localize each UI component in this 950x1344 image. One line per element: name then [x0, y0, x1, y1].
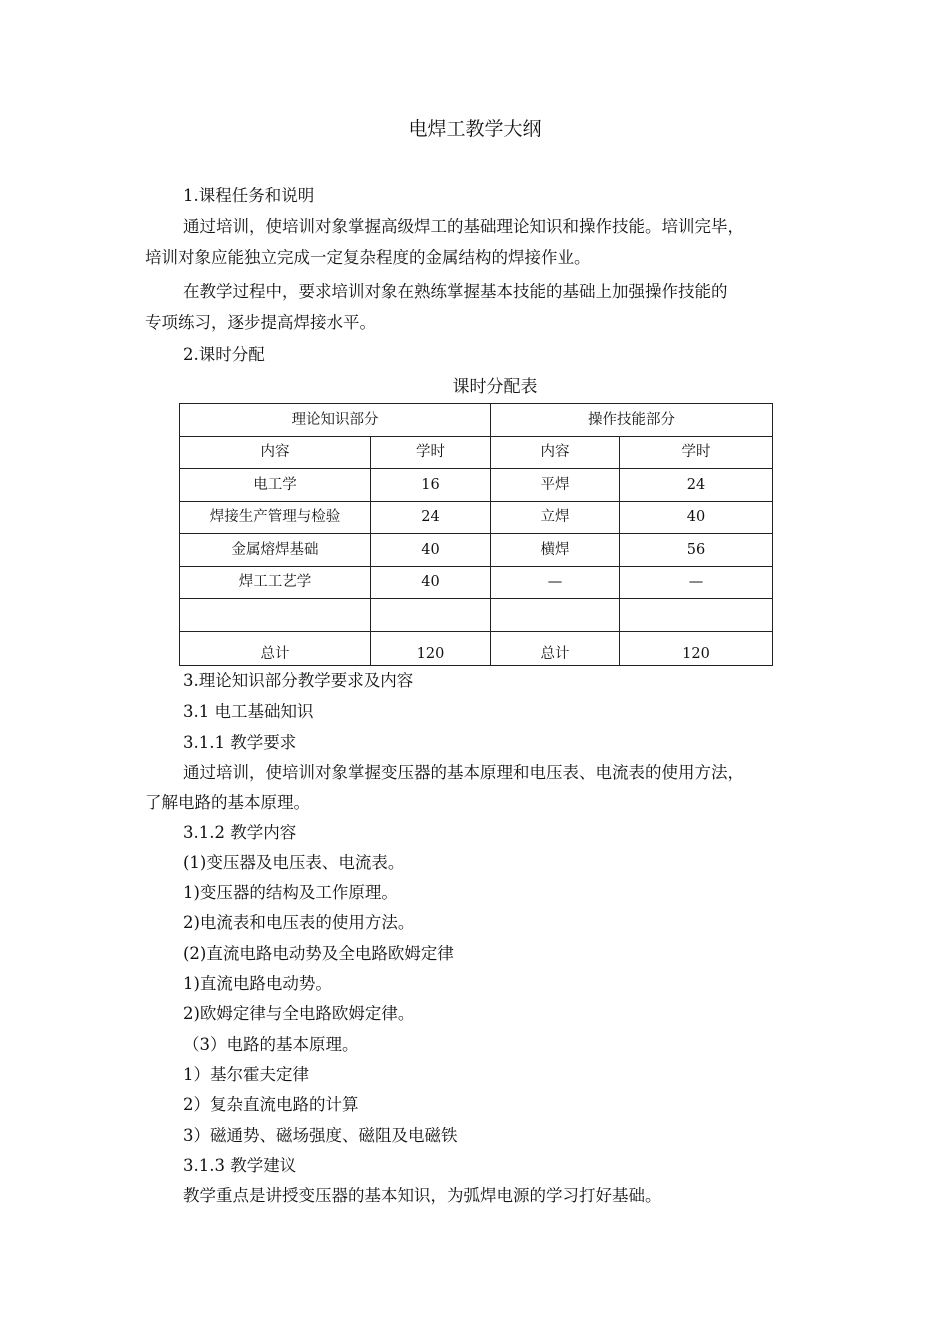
paragraph-line: 专项练习，逐步提高焊接水平。 — [145, 313, 376, 332]
table-cell: 平焊 — [491, 469, 620, 502]
paragraph-line: 培训对象应能独立完成一定复杂程度的金属结构的焊接作业。 — [145, 248, 591, 267]
list-item: 1)直流电路电动势。 — [183, 974, 332, 993]
list-item: (1)变压器及电压表、电流表。 — [183, 853, 405, 872]
table-cell: — — [620, 566, 773, 599]
section-heading: 3.1.2 教学内容 — [183, 823, 297, 842]
hours-table — [179, 403, 773, 666]
table-cell: 24 — [620, 469, 773, 502]
section-heading: 3.理论知识部分教学要求及内容 — [183, 671, 414, 690]
section-heading: 3.1 电工基础知识 — [183, 702, 314, 721]
list-item: 2)电流表和电压表的使用方法。 — [183, 913, 415, 932]
table-row — [180, 469, 773, 502]
table-cell: 横焊 — [491, 534, 620, 567]
table-group-header-row — [180, 404, 773, 437]
total-value: 120 — [620, 631, 773, 666]
section-heading: 1.课程任务和说明 — [183, 186, 315, 205]
column-header: 学时 — [620, 436, 773, 469]
paragraph-line: 了解电路的基本原理。 — [145, 793, 310, 812]
table-row — [180, 566, 773, 599]
table-total-row — [180, 631, 773, 666]
list-item: 2）复杂直流电路的计算 — [183, 1095, 359, 1114]
paragraph-line: 通过培训，使培训对象掌握高级焊工的基础理论知识和操作技能。培训完毕， — [183, 217, 744, 236]
table-cell: 40 — [620, 501, 773, 534]
table-cell: 立焊 — [491, 501, 620, 534]
list-item: 2)欧姆定律与全电路欧姆定律。 — [183, 1004, 415, 1023]
table-cell — [371, 599, 491, 632]
theory-group-header: 理论知识部分 — [180, 404, 491, 437]
table-cell: 焊接生产管理与检验 — [180, 501, 371, 534]
table-cell — [180, 599, 371, 632]
document-title: 电焊工教学大纲 — [408, 118, 542, 140]
column-header: 学时 — [371, 436, 491, 469]
table-row — [180, 501, 773, 534]
table-cell: 焊工工艺学 — [180, 566, 371, 599]
section-heading: 3.1.1 教学要求 — [183, 733, 297, 752]
table-cell: 16 — [371, 469, 491, 502]
total-label: 总计 — [180, 631, 371, 666]
table-caption: 课时分配表 — [452, 377, 538, 397]
table-cell — [491, 599, 620, 632]
table-cell: 40 — [371, 566, 491, 599]
table-row — [180, 534, 773, 567]
table-cell: 电工学 — [180, 469, 371, 502]
table-row-empty — [180, 599, 773, 632]
table-cell: — — [491, 566, 620, 599]
paragraph-line: 教学重点是讲授变压器的基本知识，为弧焊电源的学习打好基础。 — [183, 1186, 662, 1205]
total-label: 总计 — [491, 631, 620, 666]
practice-group-header: 操作技能部分 — [491, 404, 773, 437]
column-header: 内容 — [180, 436, 371, 469]
table-cell: 24 — [371, 501, 491, 534]
table-cell: 金属熔焊基础 — [180, 534, 371, 567]
table-cell: 56 — [620, 534, 773, 567]
total-value: 120 — [371, 631, 491, 666]
paragraph-line: 通过培训，使培训对象掌握变压器的基本原理和电压表、电流表的使用方法， — [183, 763, 744, 782]
section-heading: 3.1.3 教学建议 — [183, 1156, 297, 1175]
list-item: 1）基尔霍夫定律 — [183, 1065, 309, 1084]
column-header: 内容 — [491, 436, 620, 469]
table-cell: 40 — [371, 534, 491, 567]
list-item: (2)直流电路电动势及全电路欧姆定律 — [183, 944, 454, 963]
list-item: 1)变压器的结构及工作原理。 — [183, 883, 398, 902]
section-heading: 2.课时分配 — [183, 345, 265, 364]
list-item: 3）磁通势、磁场强度、磁阻及电磁铁 — [183, 1126, 458, 1145]
list-item: （3）电路的基本原理。 — [183, 1035, 359, 1054]
table-cell — [620, 599, 773, 632]
table-header-row — [180, 436, 773, 469]
paragraph-line: 在教学过程中，要求培训对象在熟练掌握基本技能的基础上加强操作技能的 — [183, 282, 728, 301]
